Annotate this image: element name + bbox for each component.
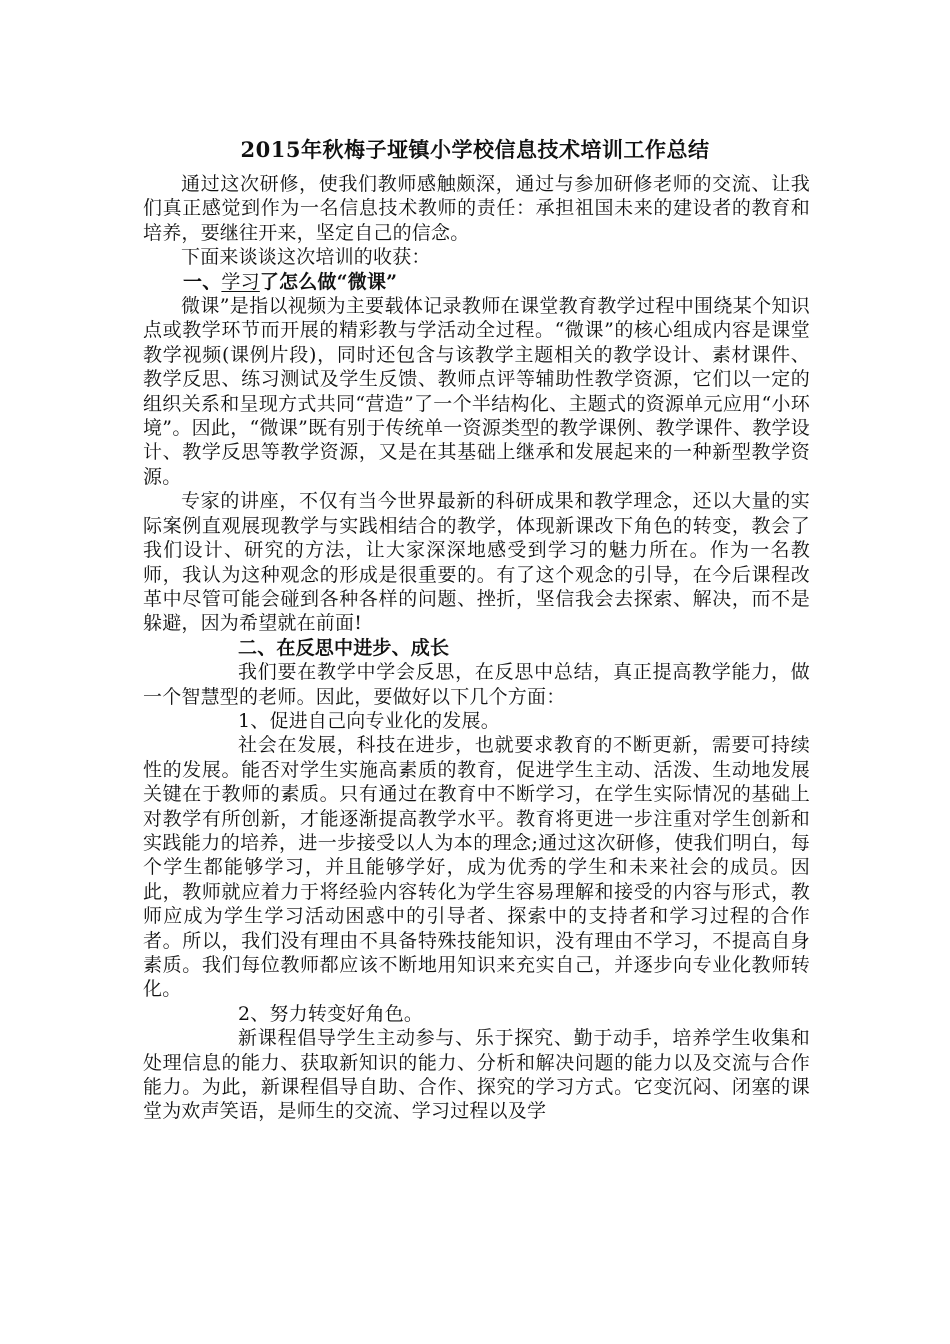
section1-heading-text: 了怎么做“微课” [259, 270, 398, 293]
section1-paragraph-1: 微课”是指以视频为主要载体记录教师在课堂教育教学过程中围绕某个知识点或教学环节而开展的精彩教与学活动全过程。“微课”的核心组成内容是课堂教学视频(课例片段)，同时还包含与该教学主题相关的教学设计、素材课件、教学反思、练习测试及学生反馈、教师点评等辅助性教学资源，它们以一定的组织关系和呈现方式共同“营造”了一个半结构化、主题式的资源单元应用“小环境”。因此，“微课”既有别于传统单一资源类型的教学课例、教学课件、教学设计、教学反思等教学资源，又是在其基础上继承和发展起来的一种新型教学资源。 [143, 295, 810, 488]
section2-item1-body: 社会在发展，科技在进步，也就要求教育的不断更新，需要可持续性的发展。能否对学生实施高素质的教育，促进学生主动、活泼、生动地发展关键在于教师的素质。只有通过在教育中不断学习，在学生实际情况的基础上对教学有所创新，才能逐渐提高教学水平。教育将更进一步注重对学生创新和实践能力的培养，进一步接受以人为本的理念;通过这次研修，使我们明白，每个学生都能够学习，并且能够学好，成为优秀的学生和未来社会的成员。因此，教师就应着力于将经验内容转化为学生容易理解和接受的内容与形式，教师应成为学生学习活动困惑中的引导者、探索中的支持者和学习过程的合作者。所以，我们没有理由不具备特殊技能知识，没有理由不学习，不提高自身素质。我们每位教师都应该不断地用知识来充实自己，并逐步向专业化教师转化。 [143, 734, 810, 1001]
document-title: 2015年秋梅子垭镇小学校信息技术培训工作总结 [240, 137, 710, 162]
intro-paragraph: 通过这次研修，使我们教师感触颇深，通过与参加研修老师的交流、让我们真正感觉到作为一名信息技术教师的责任：承担祖国未来的建设者的教育和培养，要继往开来，坚定自己的信念。 [143, 173, 810, 244]
section1-paragraph-2: 专家的讲座，不仅有当今世界最新的科研成果和教学理念，还以大量的实际案例直观展现教学与实践相结合的教学，体现新课改下角色的转变，教会了我们设计、研究的方法，让大家深深地感受到学习的魅力所在。作为一名教师，我认为这种观念的形成是很重要的。有了这个观念的引导，在今后课程改革中尽管可能会碰到各种各样的问题、挫折，坚信我会去探索、解决，而不是躲避，因为希望就在前面! [143, 490, 810, 635]
section2-heading: 二、在反思中进步、成长 [238, 636, 450, 659]
section2-item2-body: 新课程倡导学生主动参与、乐于探究、勤于动手，培养学生收集和处理信息的能力、获取新知识的能力、分析和解决问题的能力以及交流与合作能力。为此，新课程倡导自助、合作、探究的学习方式。它变沉闷、闭塞的课堂为欢声笑语，是师生的交流、学习过程以及学 [143, 1027, 810, 1123]
section2-paragraph-1: 我们要在教学中学会反思，在反思中总结，真正提高教学能力，做一个智慧型的老师。因此，要做好以下几个方面： [143, 661, 810, 708]
document-body [143, 172, 810, 1124]
section2-item2-title: 2、努力转变好角色。 [238, 1002, 424, 1025]
section2-item1-title: 1、促进自己向专业化的发展。 [238, 709, 500, 732]
transition-line: 下面来谈谈这次培训的收获： [181, 246, 431, 269]
section1-heading [143, 270, 810, 294]
section1-underlined-word: 学习 [221, 270, 260, 293]
section1-number: 一、 [183, 270, 222, 293]
